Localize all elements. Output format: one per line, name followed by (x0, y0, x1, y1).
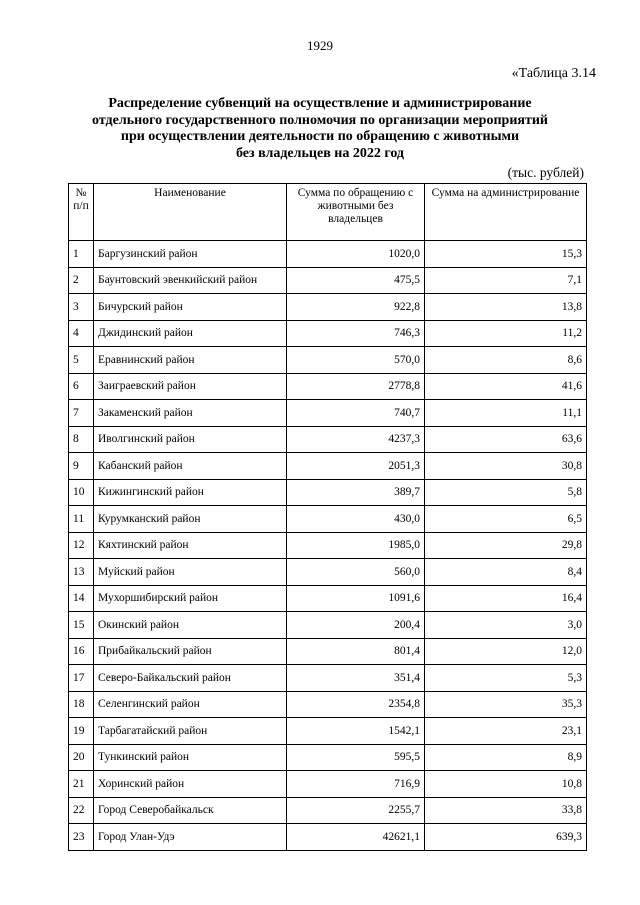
cell-adm: 3,0 (425, 612, 587, 639)
cell-num: 14 (69, 585, 94, 612)
cell-sum: 2778,8 (287, 373, 425, 400)
cell-sum: 716,9 (287, 771, 425, 798)
table-row (69, 426, 587, 453)
table-row (69, 479, 587, 506)
cell-num: 18 (69, 691, 94, 718)
page-number: 1929 (307, 38, 333, 53)
cell-adm: 8,6 (425, 347, 587, 374)
cell-num: 22 (69, 797, 94, 824)
cell-adm: 13,8 (425, 294, 587, 321)
cell-adm: 639,3 (425, 824, 587, 851)
cell-name: Иволгинский район (94, 426, 287, 453)
title-line: отдельного государственного полномочия по организации мероприятий (92, 112, 548, 128)
cell-num: 9 (69, 453, 94, 480)
cell-num: 20 (69, 744, 94, 771)
header-row (69, 184, 587, 241)
cell-name: Прибайкальский район (94, 638, 287, 665)
cell-num: 2 (69, 267, 94, 294)
cell-sum: 746,3 (287, 320, 425, 347)
table-row (69, 771, 587, 798)
cell-num: 8 (69, 426, 94, 453)
cell-adm: 7,1 (425, 267, 587, 294)
cell-num: 19 (69, 718, 94, 745)
title-line: без владельцев на 2022 год (235, 145, 405, 161)
cell-num: 12 (69, 532, 94, 559)
cell-adm: 10,8 (425, 771, 587, 798)
cell-num: 15 (69, 612, 94, 639)
cell-num: 4 (69, 320, 94, 347)
table-row (69, 532, 587, 559)
cell-adm: 6,5 (425, 506, 587, 533)
table-row (69, 797, 587, 824)
table-row (69, 506, 587, 533)
cell-num: 16 (69, 638, 94, 665)
table-row (69, 638, 587, 665)
table-title (60, 96, 580, 162)
cell-name: Закаменский район (94, 400, 287, 427)
cell-adm: 5,8 (425, 479, 587, 506)
table-row (69, 559, 587, 586)
cell-sum: 922,8 (287, 294, 425, 321)
cell-adm: 8,9 (425, 744, 587, 771)
header-num: № п/п (69, 184, 94, 241)
cell-name: Джидинский район (94, 320, 287, 347)
cell-name: Баунтовский эвенкийский район (94, 267, 287, 294)
cell-sum: 200,4 (287, 612, 425, 639)
cell-sum: 740,7 (287, 400, 425, 427)
cell-name: Город Северобайкальск (94, 797, 287, 824)
table-row (69, 612, 587, 639)
cell-name: Город Улан-Удэ (94, 824, 287, 851)
cell-name: Селенгинский район (94, 691, 287, 718)
cell-name: Бичурский район (94, 294, 287, 321)
cell-sum: 430,0 (287, 506, 425, 533)
cell-adm: 15,3 (425, 241, 587, 268)
cell-adm: 11,2 (425, 320, 587, 347)
cell-sum: 389,7 (287, 479, 425, 506)
header-name: Наименование (94, 184, 287, 241)
cell-adm: 23,1 (425, 718, 587, 745)
table-row (69, 824, 587, 851)
table-row (69, 585, 587, 612)
cell-num: 21 (69, 771, 94, 798)
table-row (69, 294, 587, 321)
cell-sum: 2354,8 (287, 691, 425, 718)
cell-adm: 12,0 (425, 638, 587, 665)
table-row (69, 718, 587, 745)
cell-name: Мухоршибирский район (94, 585, 287, 612)
cell-sum: 475,5 (287, 267, 425, 294)
cell-name: Кяхтинский район (94, 532, 287, 559)
table-body (69, 241, 587, 851)
cell-num: 11 (69, 506, 94, 533)
cell-name: Кижингинский район (94, 479, 287, 506)
cell-num: 23 (69, 824, 94, 851)
cell-adm: 11,1 (425, 400, 587, 427)
table-row (69, 347, 587, 374)
subvention-table (68, 183, 587, 851)
cell-sum: 560,0 (287, 559, 425, 586)
cell-adm: 41,6 (425, 373, 587, 400)
table-row (69, 267, 587, 294)
cell-sum: 1985,0 (287, 532, 425, 559)
table-row (69, 453, 587, 480)
cell-sum: 351,4 (287, 665, 425, 692)
cell-sum: 1020,0 (287, 241, 425, 268)
title-line: при осуществлении деятельности по обращению с животными (120, 129, 520, 144)
cell-num: 13 (69, 559, 94, 586)
unit-label: (тыс. рублей) (507, 165, 584, 180)
cell-adm: 8,4 (425, 559, 587, 586)
cell-num: 7 (69, 400, 94, 427)
cell-adm: 63,6 (425, 426, 587, 453)
table-row (69, 400, 587, 427)
cell-sum: 2051,3 (287, 453, 425, 480)
cell-sum: 570,0 (287, 347, 425, 374)
table-row (69, 241, 587, 268)
cell-sum: 595,5 (287, 744, 425, 771)
cell-sum: 1091,6 (287, 585, 425, 612)
cell-adm: 33,8 (425, 797, 587, 824)
cell-name: Северо-Байкальский район (94, 665, 287, 692)
cell-num: 1 (69, 241, 94, 268)
header-adm: Сумма на администрирование (425, 184, 587, 241)
cell-name: Тункинский район (94, 744, 287, 771)
cell-name: Окинский район (94, 612, 287, 639)
cell-sum: 801,4 (287, 638, 425, 665)
cell-adm: 30,8 (425, 453, 587, 480)
cell-name: Баргузинский район (94, 241, 287, 268)
cell-name: Еравнинский район (94, 347, 287, 374)
cell-adm: 35,3 (425, 691, 587, 718)
cell-adm: 16,4 (425, 585, 587, 612)
cell-num: 5 (69, 347, 94, 374)
table-row (69, 320, 587, 347)
cell-num: 6 (69, 373, 94, 400)
cell-adm: 5,3 (425, 665, 587, 692)
cell-name: Курумканский район (94, 506, 287, 533)
cell-num: 10 (69, 479, 94, 506)
cell-sum: 2255,7 (287, 797, 425, 824)
cell-name: Тарбагатайский район (94, 718, 287, 745)
table-row (69, 665, 587, 692)
table-row (69, 744, 587, 771)
cell-num: 3 (69, 294, 94, 321)
title-line: Распределение субвенций на осуществление и администрирование (108, 96, 532, 111)
cell-name: Заиграевский район (94, 373, 287, 400)
cell-adm: 29,8 (425, 532, 587, 559)
header-sum: Сумма по обращению с животными без владельцев (287, 184, 425, 241)
table-row (69, 691, 587, 718)
cell-sum: 4237,3 (287, 426, 425, 453)
cell-sum: 1542,1 (287, 718, 425, 745)
table-row (69, 373, 587, 400)
cell-name: Хоринский район (94, 771, 287, 798)
cell-name: Кабанский район (94, 453, 287, 480)
cell-num: 17 (69, 665, 94, 692)
table-label: «Таблица 3.14 (511, 66, 596, 81)
cell-name: Муйский район (94, 559, 287, 586)
cell-sum: 42621,1 (287, 824, 425, 851)
